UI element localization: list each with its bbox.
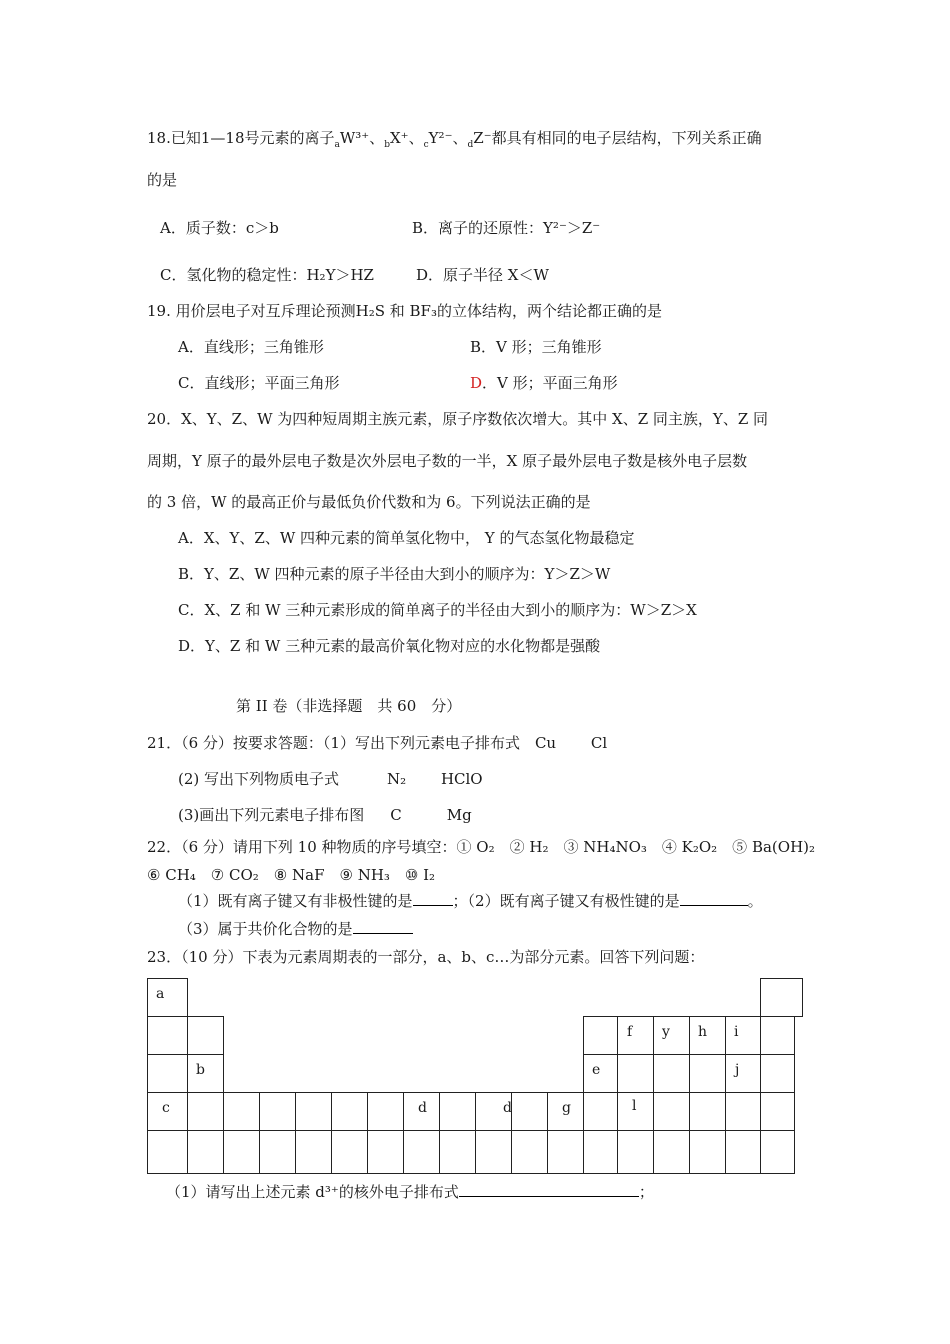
pt-cell bbox=[617, 1130, 654, 1174]
pt-cell bbox=[617, 1054, 654, 1093]
q21-line3: (3)画出下列元素电子排布图 C Mg bbox=[178, 806, 472, 824]
pt-cell-a bbox=[147, 978, 188, 1017]
pt-cell bbox=[147, 1130, 188, 1174]
pt-label-e: e bbox=[592, 1062, 601, 1078]
pt-cell bbox=[689, 1054, 726, 1093]
pt-cell bbox=[583, 1016, 618, 1055]
pt-cell bbox=[653, 1092, 690, 1131]
q22-line4: （3）属于共价化合物的是 bbox=[178, 919, 413, 939]
q20-option-b: B．Y、Z、W 四种元素的原子半径由大到小的顺序为：Y＞Z＞W bbox=[178, 565, 611, 583]
pt-cell bbox=[653, 1054, 690, 1093]
pt-label-d: d bbox=[418, 1100, 427, 1116]
q18-option-d: D．原子半径 X＜W bbox=[416, 266, 549, 284]
pt-cell bbox=[367, 1092, 404, 1131]
pt-cell bbox=[475, 1130, 512, 1174]
pt-cell-l bbox=[617, 1092, 654, 1131]
pt-cell bbox=[760, 1092, 795, 1131]
pt-cell bbox=[259, 1092, 296, 1131]
pt-cell-c bbox=[147, 1092, 188, 1131]
pt-label-y: y bbox=[662, 1024, 670, 1040]
q18-option-c: C．氢化物的稳定性：H₂Y＞HZ bbox=[160, 266, 374, 284]
q20-option-d: D．Y、Z 和 W 三种元素的最高价氧化物对应的水化物都是强酸 bbox=[178, 637, 601, 655]
pt-cell-d bbox=[403, 1092, 440, 1131]
pt-label-j: j bbox=[735, 1062, 740, 1078]
q18-option-a: A．质子数：c＞b bbox=[160, 219, 279, 237]
pt-cell bbox=[725, 1130, 761, 1174]
pt-label-a: a bbox=[156, 986, 165, 1002]
q23-sub1: （1）请写出上述元素 d³⁺的核外电子排布式 ； bbox=[166, 1183, 654, 1201]
q23-stem: 23．（10 分）下表为元素周期表的一部分，a、b、c…为部分元素。回答下列问题： bbox=[147, 948, 705, 966]
q18-option-b: B．离子的还原性：Y²⁻＞Z⁻ bbox=[412, 219, 601, 237]
pt-cell bbox=[223, 1092, 260, 1131]
pt-cell-row1-right bbox=[760, 978, 803, 1017]
q19-option-d-letter: D bbox=[470, 374, 483, 392]
q19-stem: 19. 用价层电子对互斥理论预测H₂S 和 BF₃的立体结构，两个结论都正确的是 bbox=[147, 302, 662, 320]
pt-cell bbox=[187, 1016, 224, 1055]
q20-stem-line3: 的 3 倍，W 的最高正价与最低负价代数和为 6。下列说法正确的是 bbox=[147, 493, 591, 511]
pt-label-c: c bbox=[162, 1100, 170, 1116]
pt-cell-g bbox=[547, 1092, 584, 1131]
pt-label-h: h bbox=[698, 1024, 708, 1040]
pt-cell bbox=[295, 1092, 332, 1131]
q22-answer-blank-2[interactable] bbox=[680, 891, 748, 906]
pt-label-b: b bbox=[196, 1062, 205, 1078]
pt-cell bbox=[367, 1130, 404, 1174]
pt-cell bbox=[147, 1054, 188, 1093]
pt-cell-f bbox=[617, 1016, 654, 1055]
q23-answer-blank-1[interactable] bbox=[459, 1182, 639, 1197]
pt-cell bbox=[259, 1130, 296, 1174]
pt-label-f: f bbox=[627, 1024, 633, 1040]
pt-cell bbox=[760, 1016, 795, 1055]
q19-option-a: A．直线形；三角锥形 bbox=[178, 338, 324, 356]
pt-cell bbox=[547, 1130, 584, 1174]
pt-cell-i bbox=[725, 1016, 761, 1055]
pt-cell bbox=[223, 1130, 260, 1174]
q18-stem-line2: 的是 bbox=[147, 171, 178, 189]
q20-stem-line1: 20．X、Y、Z、W 为四种短周期主族元素，原子序数依次增大。其中 X、Z 同主族，Y、Z 同 bbox=[147, 410, 769, 428]
pt-cell-y bbox=[653, 1016, 690, 1055]
pt-cell-e bbox=[583, 1054, 618, 1093]
pt-cell bbox=[760, 1130, 795, 1174]
q18-stem-line1: 18.已知1—18号元素的离子$_a$W³⁺、$_b$X⁺、$_c$Y²⁻、$_d$Z⁻都具有相同的电子层结构，下列关系正确 bbox=[147, 129, 762, 150]
pt-cell bbox=[187, 1092, 224, 1131]
pt-cell-h bbox=[689, 1016, 726, 1055]
q19-option-b: B．V 形；三角锥形 bbox=[470, 338, 602, 356]
q22-answer-blank-3[interactable] bbox=[353, 919, 413, 934]
pt-cell bbox=[331, 1130, 368, 1174]
pt-label-g: g bbox=[562, 1100, 571, 1116]
q19-option-c: C．直线形；平面三角形 bbox=[178, 374, 340, 392]
pt-cell bbox=[760, 1054, 795, 1093]
pt-cell bbox=[511, 1130, 548, 1174]
q20-option-a: A．X、Y、Z、W 四种元素的简单氢化物中， Y 的气态氢化物最稳定 bbox=[178, 529, 635, 547]
pt-cell bbox=[403, 1130, 440, 1174]
q20-stem-line2: 周期，Y 原子的最外层电子数是次外层电子数的一半，X 原子最外层电子数是核外电子层数 bbox=[147, 452, 748, 470]
pt-cell bbox=[147, 1016, 188, 1055]
q22-line3: （1）既有离子键又有非极性键的是 ；（2）既有离子键又有极性键的是 。 bbox=[178, 892, 763, 910]
pt-cell bbox=[439, 1092, 476, 1131]
section-heading: 第 II 卷（非选择题 共 60 分） bbox=[236, 697, 462, 715]
q21-line2: (2) 写出下列物质电子式 N₂ HClO bbox=[178, 770, 483, 788]
q22-line1: 22．（6 分）请用下列 10 种物质的序号填空：① O₂ ② H₂ ③ NH₄NO₃ ④ K₂O₂ ⑤ Ba(OH)₂ bbox=[147, 838, 816, 856]
pt-cell bbox=[295, 1130, 332, 1174]
pt-cell bbox=[725, 1092, 761, 1131]
pt-cell-d2 bbox=[475, 1092, 512, 1131]
pt-label-d-second: d bbox=[503, 1100, 512, 1116]
q19-option-d: D．V 形；平面三角形 bbox=[470, 374, 618, 392]
pt-cell bbox=[689, 1092, 726, 1131]
pt-cell bbox=[511, 1092, 548, 1131]
pt-cell bbox=[583, 1092, 618, 1131]
pt-cell bbox=[689, 1130, 726, 1174]
pt-cell bbox=[187, 1130, 224, 1174]
pt-label-i: i bbox=[734, 1024, 739, 1040]
q22-answer-blank-1[interactable] bbox=[413, 891, 453, 906]
q22-line2: ⑥ CH₄ ⑦ CO₂ ⑧ NaF ⑨ NH₃ ⑩ I₂ bbox=[147, 866, 436, 884]
pt-cell bbox=[583, 1130, 618, 1174]
pt-cell-j bbox=[725, 1054, 761, 1093]
q21-line1: 21．（6 分）按要求答题：（1）写出下列元素电子排布式 Cu Cl bbox=[147, 734, 608, 752]
pt-cell bbox=[653, 1130, 690, 1174]
q20-option-c: C．X、Z 和 W 三种元素形成的简单离子的半径由大到小的顺序为：W＞Z＞X bbox=[178, 601, 697, 619]
pt-cell-b bbox=[187, 1054, 224, 1093]
pt-cell bbox=[439, 1130, 476, 1174]
pt-cell bbox=[331, 1092, 368, 1131]
pt-label-l: l bbox=[632, 1098, 637, 1114]
